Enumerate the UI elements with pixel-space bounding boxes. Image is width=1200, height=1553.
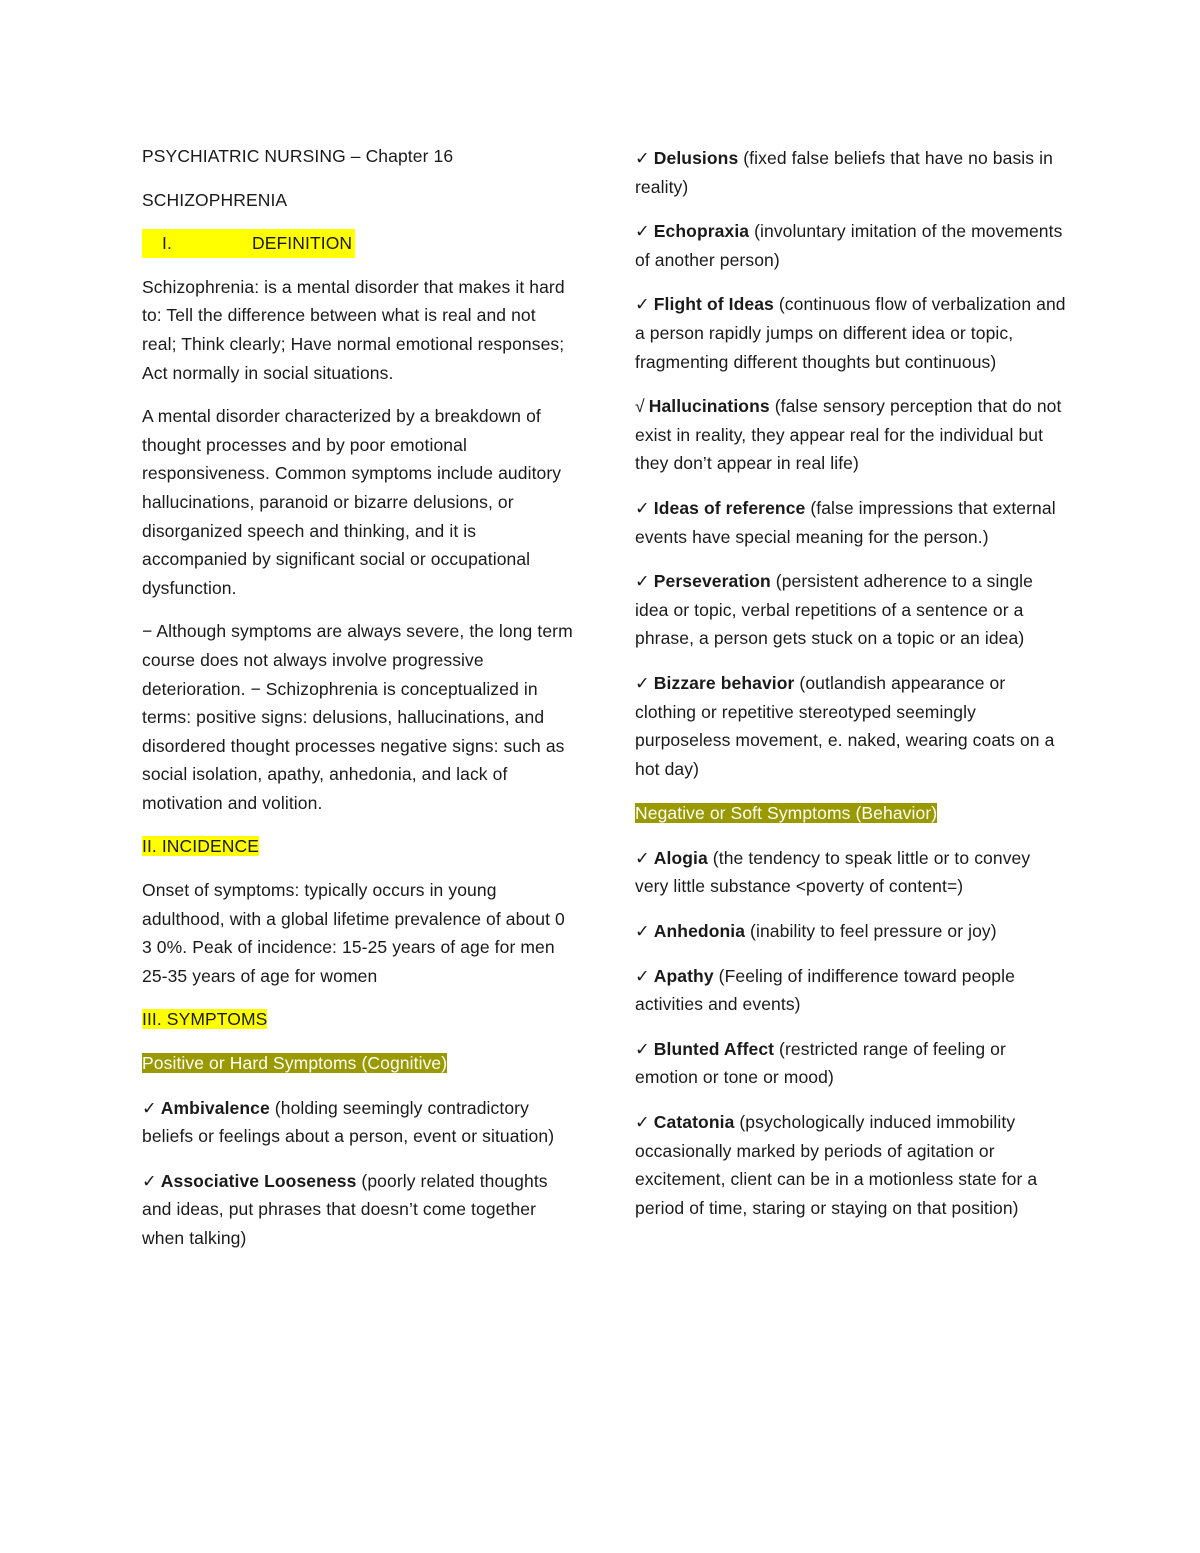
symptom-item xyxy=(635,217,1067,274)
left-column xyxy=(142,142,574,1269)
symptom-term: Delusions xyxy=(653,148,739,168)
symptom-term: Echopraxia xyxy=(653,221,750,242)
section-incidence-heading xyxy=(142,832,574,861)
symptom-item xyxy=(635,1035,1067,1092)
symptom-term: Perseveration xyxy=(653,571,771,592)
section-symptoms-heading xyxy=(142,1005,574,1034)
document-header: PSYCHIATRIC NURSING – Chapter 16 xyxy=(142,146,454,166)
symptom-item xyxy=(635,494,1067,551)
checkmark-icon: ✓ xyxy=(635,294,650,315)
checkmark-icon: ✓ xyxy=(142,1097,157,1118)
section-definition-heading xyxy=(142,229,574,258)
symptom-term: Anhedonia xyxy=(653,921,746,942)
checkmark-icon: ✓ xyxy=(635,1112,650,1133)
symptom-item xyxy=(142,1094,574,1151)
symptom-term: Blunted Affect xyxy=(653,1038,775,1059)
symptom-item xyxy=(142,1167,574,1253)
symptom-item xyxy=(635,567,1067,653)
symptom-description: (false impressions that external events have special meaning for the person.) xyxy=(635,497,1056,547)
symptom-item xyxy=(635,962,1067,1019)
symptom-term: Bizzare behavior xyxy=(653,672,795,693)
right-column xyxy=(635,144,1067,1238)
section-symptoms-title: III. SYMPTOMS xyxy=(142,1009,268,1030)
symptom-description: (false sensory perception that do not exist in reality, they appear real for the individual but they don’t appear in real life) xyxy=(635,396,1062,474)
definition-paragraph-3: − Although symptoms are always severe, the long term course does not always involve progressive deterioration. − Schizophrenia is conceptualized in terms: positive signs: delusions, hallucinations, and disordered thought processes negative signs: such as social isolation, apathy, anhedonia, and lack of motivation and volition. xyxy=(142,621,573,813)
symptom-item xyxy=(635,290,1067,376)
definition-paragraph-2: A mental disorder characterized by a breakdown of thought processes and by poor emotional responsiveness. Common symptoms include auditory hallucinations, paranoid or bizarre delusions, or disorganized speech and thinking, and it is accompanied by significant social or occupational dysfunction. xyxy=(142,406,562,598)
symptom-item xyxy=(635,392,1067,478)
symptom-description: (persistent adherence to a single idea or topic, verbal repetitions of a sentence or a phrase, a person gets stuck on a topic or an idea) xyxy=(635,571,1033,649)
symptom-term: Apathy xyxy=(653,965,714,986)
symptom-term: Hallucinations xyxy=(648,396,770,417)
symptom-description: (psychologically induced immobility occasionally marked by periods of agitation or excitement, client can be in a motionless state for a period of time, staring or staying on that position) xyxy=(635,1112,1038,1218)
symptom-description: (fixed false beliefs that have no basis in reality) xyxy=(635,148,1053,197)
negative-symptoms-heading xyxy=(635,799,1067,828)
incidence-paragraph: Onset of symptoms: typically occurs in young adulthood, with a global lifetime prevalence of about 0 3 0%. Peak of incidence: 15-25 years of age for men 25-35 years of age for women xyxy=(142,880,565,986)
section-incidence-title: II. INCIDENCE xyxy=(142,836,260,857)
section-title: DEFINITION xyxy=(252,233,353,254)
positive-symptoms-title: Positive or Hard Symptoms (Cognitive) xyxy=(142,1053,448,1074)
symptom-item xyxy=(635,144,1067,201)
section-definition-highlight xyxy=(142,229,355,258)
symptom-description: (poorly related thoughts and ideas, put phrases that doesn’t come together when talking) xyxy=(142,1170,548,1248)
checkmark-icon: ✓ xyxy=(635,221,650,242)
symptom-item xyxy=(635,844,1067,901)
symptom-description: (inability to feel pressure or joy) xyxy=(745,921,997,942)
checkmark-icon: ✓ xyxy=(635,672,650,693)
checkmark-icon: ✓ xyxy=(635,497,650,518)
symptom-description: (Feeling of indifference toward people activities and events) xyxy=(635,965,1015,1015)
checkmark-icon: √ xyxy=(635,396,645,417)
document-subject: SCHIZOPHRENIA xyxy=(142,189,288,210)
checkmark-icon: ✓ xyxy=(635,148,650,168)
symptom-term: Ideas of reference xyxy=(653,497,806,518)
symptom-description: (the tendency to speak little or to convey very little substance <poverty of content=) xyxy=(635,847,1031,897)
checkmark-icon: ✓ xyxy=(635,847,650,868)
negative-symptoms-title: Negative or Soft Symptoms (Behavior) xyxy=(635,803,938,824)
symptom-item xyxy=(635,917,1067,946)
symptom-term: Ambivalence xyxy=(160,1097,270,1118)
symptom-term: Associative Looseness xyxy=(160,1170,357,1191)
checkmark-icon: ✓ xyxy=(635,965,650,986)
checkmark-icon: ✓ xyxy=(635,1038,650,1059)
symptom-term: Flight of Ideas xyxy=(653,294,774,315)
positive-symptoms-heading xyxy=(142,1049,574,1078)
symptom-description: (holding seemingly contradictory beliefs or feelings about a person, event or situation) xyxy=(142,1097,555,1147)
symptom-description: (involuntary imitation of the movements of another person) xyxy=(635,221,1063,270)
symptom-description: (restricted range of feeling or emotion or tone or mood) xyxy=(635,1038,1006,1088)
checkmark-icon: ✓ xyxy=(635,921,650,942)
symptom-term: Catatonia xyxy=(653,1112,735,1133)
checkmark-icon: ✓ xyxy=(142,1170,157,1191)
section-number: I. xyxy=(162,233,172,254)
definition-paragraph-1: Schizophrenia: is a mental disorder that makes it hard to: Tell the difference between what is real and not real; Think clearly; Have normal emotional responses; Act normally in social situations. xyxy=(142,276,565,383)
checkmark-icon: ✓ xyxy=(635,571,650,592)
symptom-item xyxy=(635,669,1067,783)
symptom-description: (continuous flow of verbalization and a person rapidly jumps on different idea or topic, fragmenting different thoughts but continuous) xyxy=(635,294,1066,372)
symptom-description: (outlandish appearance or clothing or repetitive stereotyped seemingly purposeless movement, e. naked, wearing coats on a hot day) xyxy=(635,672,1055,779)
symptom-item xyxy=(635,1108,1067,1222)
symptom-term: Alogia xyxy=(653,847,708,868)
